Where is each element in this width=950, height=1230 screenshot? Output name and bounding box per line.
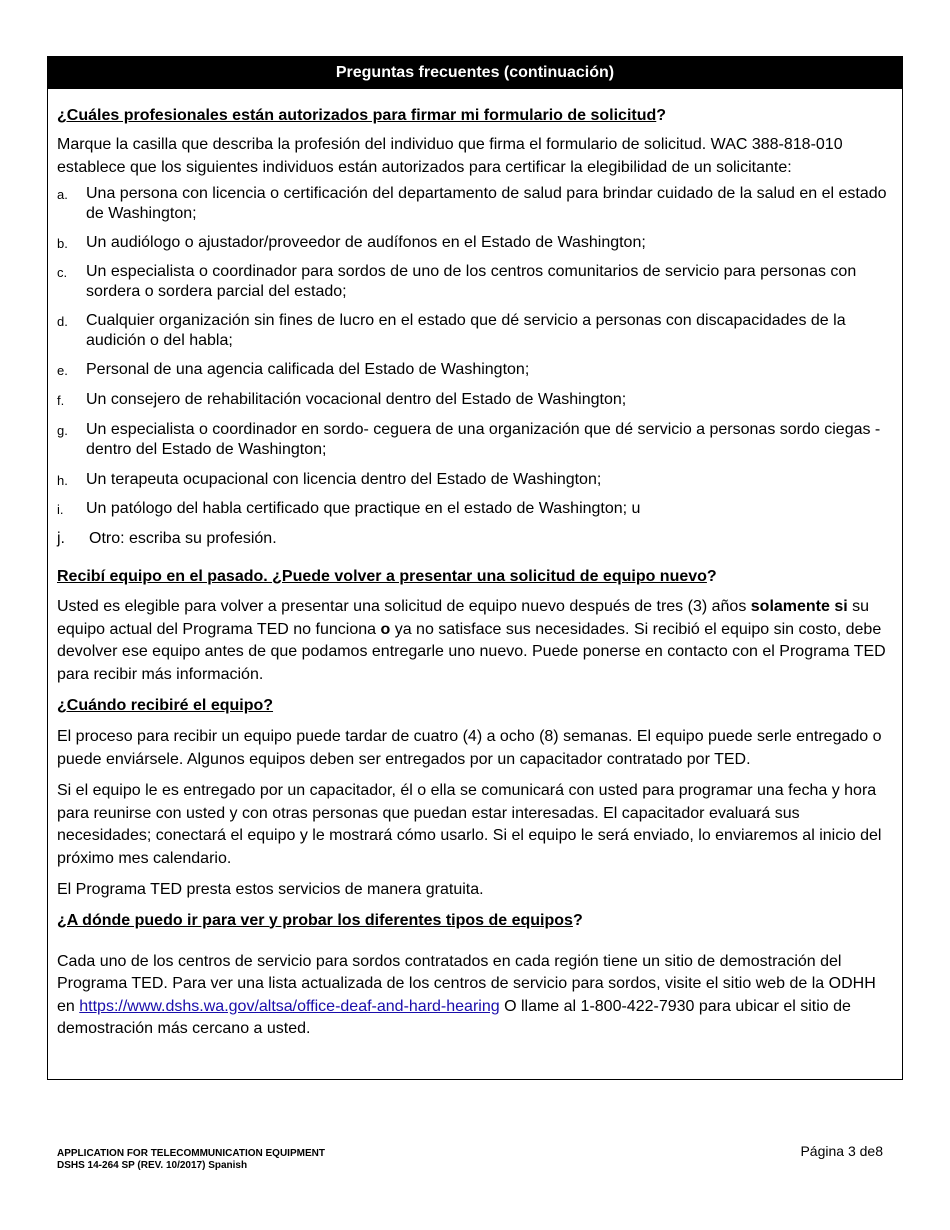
list-item bbox=[57, 390, 893, 410]
authorized-intro: Marque la casilla que describa la profesión del individuo que firma el formulario de solicitud. WAC 388-818-010 establece que los siguientes individuos están autorizados para certificar la elegibilidad de un solicitante: bbox=[57, 136, 843, 176]
list-item bbox=[57, 262, 893, 302]
faq-content bbox=[48, 106, 902, 1041]
list-item-text: Un especialista o coordinador para sordos de uno de los centros comunitarios de servicio para personas con sordera o sordera parcial del estado; bbox=[86, 263, 857, 300]
list-marker: b. bbox=[57, 236, 68, 251]
list-item-text: Una persona con licencia o certificación del departamento de salud para brindar cuidado de la salud en el estado de Washington; bbox=[86, 185, 887, 222]
list-item bbox=[57, 499, 893, 519]
reapply-paragraph: Usted es elegible para volver a presentar una solicitud de equipo nuevo después de tres (3) años solamente si su equipo actual del Programa TED no funciona o ya no satisface sus necesidades. Si recibió el equipo sin costo, debe devolver ese equipo antes de que podamos entregarle uno nuevo. Puede ponerse en contacto con el Programa TED para recibir más información. bbox=[57, 598, 886, 683]
list-item bbox=[57, 470, 893, 490]
footer-form-info bbox=[57, 1148, 325, 1172]
list-item bbox=[57, 311, 893, 351]
list-marker: a. bbox=[57, 187, 68, 202]
list-item-text: Un patólogo del habla certificado que practique en el estado de Washington; u bbox=[86, 500, 641, 517]
faq-frame bbox=[47, 56, 903, 1080]
list-marker: g. bbox=[57, 423, 68, 438]
list-item bbox=[57, 529, 893, 549]
list-marker: i. bbox=[57, 502, 64, 517]
question-where: ¿A dónde puedo ir para ver y probar los diferentes tipos de equipos? bbox=[57, 911, 583, 929]
list-item-text: Un consejero de rehabilitación vocacional dentro del Estado de Washington; bbox=[86, 391, 627, 408]
where-paragraph: Cada uno de los centros de servicio para sordos contratados en cada región tiene un sitio de demostración del Programa TED. Para ver una lista actualizada de los centros de servicio para sordos, visite el sitio web de la ODHH en https://www.dshs.wa.gov/altsa/office-deaf-and-hard-hearing O llame al 1-800-422-7930 para ubicar el sitio de demostración más cercano a usted. bbox=[57, 952, 876, 1037]
list-item bbox=[57, 360, 893, 380]
list-marker: j. bbox=[57, 530, 65, 547]
list-item bbox=[57, 420, 893, 460]
when-paragraph-2: Si el equipo le es entregado por un capacitador, él o ella se comunicará con usted para programar una fecha y hora para reunirse con usted y con otras personas que puedan estar interesadas. El capacitador evaluará sus necesidades; conectará el equipo y le mostrará cómo usarlo. Si el equipo le será enviado, lo enviaremos al inicio del próximo mes calendario. bbox=[57, 782, 882, 867]
list-item-text: Un audiólogo o ajustador/proveedor de audífonos en el Estado de Washington; bbox=[86, 234, 646, 251]
when-paragraph-3: El Programa TED presta estos servicios de manera gratuita. bbox=[57, 881, 484, 898]
question-authorized-professionals: ¿Cuáles profesionales están autorizados para firmar mi formulario de solicitud? bbox=[57, 107, 667, 124]
list-item bbox=[57, 233, 893, 253]
page-number: Página 3 de8 bbox=[800, 1143, 883, 1159]
list-marker: f. bbox=[57, 393, 65, 408]
list-item-text: Un terapeuta ocupacional con licencia dentro del Estado de Washington; bbox=[86, 471, 602, 488]
list-item bbox=[57, 184, 893, 224]
question-when: ¿Cuándo recibiré el equipo? bbox=[57, 697, 274, 714]
question-reapply: Recibí equipo en el pasado. ¿Puede volver a presentar una solicitud de equipo nuevo? bbox=[57, 568, 717, 585]
list-marker: h. bbox=[57, 473, 68, 488]
when-paragraph-1: El proceso para recibir un equipo puede tardar de cuatro (4) a ocho (8) semanas. El equipo puede serle entregado o puede enviársele. Algunos equipos deben ser entregados por un capacitador contratado por TED. bbox=[57, 728, 882, 768]
list-item-text: Personal de una agencia calificada del Estado de Washington; bbox=[86, 361, 530, 378]
list-item-text: Cualquier organización sin fines de lucro en el estado que dé servicio a personas con discapacidades de la audición o del habla; bbox=[86, 312, 846, 349]
profession-list bbox=[57, 184, 893, 549]
odhh-website-link[interactable]: https://www.dshs.wa.gov/altsa/office-deaf-and-hard-hearing bbox=[79, 997, 500, 1015]
section-header: Preguntas frecuentes (continuación) bbox=[48, 57, 902, 89]
list-item-text: Otro: escriba su profesión. bbox=[89, 530, 277, 547]
footer-form-number: DSHS 14-264 SP (REV. 10/2017) Spanish bbox=[57, 1160, 248, 1171]
footer-form-title: APPLICATION FOR TELECOMMUNICATION EQUIPMENT bbox=[57, 1148, 325, 1159]
list-marker: c. bbox=[57, 265, 68, 280]
list-marker: d. bbox=[57, 314, 68, 329]
list-marker: e. bbox=[57, 363, 68, 378]
list-item-text: Un especialista o coordinador en sordo- ceguera de una organización que dé servicio a personas sordo ciegas - dentro del Estado de Washington; bbox=[86, 421, 881, 458]
